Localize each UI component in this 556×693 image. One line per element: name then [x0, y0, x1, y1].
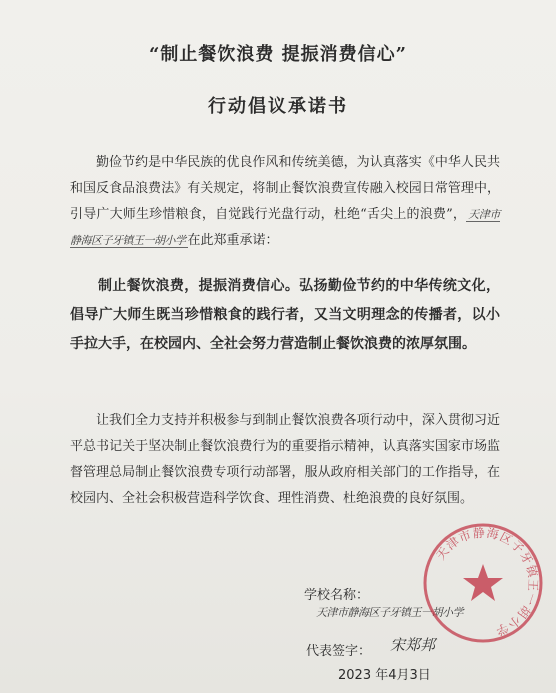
school-name-label: 学校名称： — [304, 588, 370, 603]
action-text: 让我们全力支持并积极参与到制止餐饮浪费各项行动中，深入贯彻习近平总书记关于坚决制止餐饮浪费行为的重要指示精神，认真落实国家市场监督管理总局制止餐饮浪费专项行动部署，服从政府相关部门的工作指导，在校园内、全社会积极营造科学饮食、理性消费、杜绝浪费的良好氛围。 — [70, 413, 500, 506]
commitment-text: 制止餐饮浪费，提振消费信心。弘扬勤俭节约的中华传统文化，倡导广大师生既当珍惜粮食的践行者，又当文明理念的传播者，以小手拉大手，在校园内、全社会努力营造制止餐饮浪费的浓厚氛围。 — [70, 278, 500, 352]
representative-signature-label: 代表签字： — [306, 644, 372, 659]
seal-star-icon — [463, 564, 503, 601]
seal-text: 天津市静海区子牙镇王一胡小学 — [433, 525, 541, 639]
representative-signature: 宋郑邦 — [390, 636, 436, 654]
intro-text-end: 在此郑重承诺： — [187, 233, 279, 248]
school-name-handwritten: 天津市静海区子牙镇王一胡小学 — [316, 606, 463, 619]
paragraph-commitment — [70, 272, 500, 359]
handwritten-school-name: 天津市静海区子牙镇王一胡小学 — [70, 208, 501, 247]
paragraph-intro — [70, 150, 500, 254]
document-title: “制止餐饮浪费 提振消费信心” — [149, 44, 407, 65]
intro-text: 勤俭节约是中华民族的优良作风和传统美德，为认真落实《中华人民共和国反食品浪费法》有关规定，将制止餐饮浪费宣传融入校园日常管理中，引导广大师生珍惜粮食，自觉践行光盘行动，杜绝“舌尖上的浪费”， — [70, 155, 500, 222]
document-subtitle: 行动倡议承诺书 — [208, 96, 348, 117]
signing-date: 2023 年4月3日 — [338, 668, 431, 683]
official-seal-stamp — [420, 520, 546, 646]
paragraph-action — [70, 408, 500, 512]
